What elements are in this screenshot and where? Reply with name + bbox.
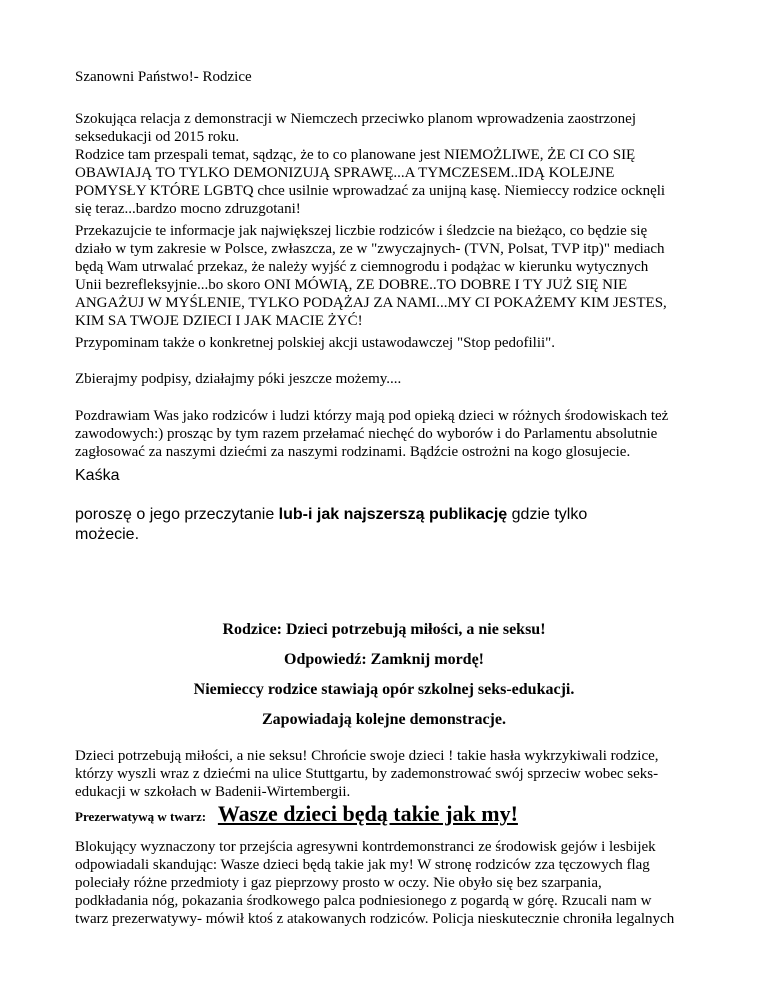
appeal-line: Przekazujcie te informacje jak największej liczbie rodziców i śledzcie na bieżąco, co będzie się: [75, 223, 648, 239]
intro-line: Szokująca relacja z demonstracji w Niemczech przeciwko planom wprowadzenia zaostrzonej: [75, 111, 636, 127]
article-body-paragraph: [75, 838, 695, 928]
request-text: poroszę o jego przeczytanie: [75, 506, 279, 523]
regards-line: Pozdrawiam Was jako rodziców i ludzi którzy mają pod opieką dzieci w różnych środowiskach też: [75, 408, 669, 424]
article-body-line: twarz prezerwatywy- mówił ktoś z atakowanych rodziców. Policja nieskutecznie chroniła legalnych: [75, 911, 675, 927]
headline-1: Rodzice: Dzieci potrzebują miłości, a nie seksu!: [222, 621, 546, 638]
collect-paragraph: Zbierajmy podpisy, działajmy póki jeszcze możemy....: [75, 371, 402, 387]
reminder-paragraph: Przypominam także o konkretnej polskiej akcji ustawodawczej "Stop pedofilii".: [75, 335, 556, 351]
request-text-end: gdzie tylko: [507, 506, 588, 523]
intro-line: się teraz...bardzo mocno zdruzgotani!: [75, 201, 301, 217]
regards-line: zawodowych:) prosząc by tym razem przełamać niechęć do wyborów i do Parlamentu absolutnie: [75, 426, 658, 442]
intro-line: OBAWIAJĄ TO TYLKO DEMONIZUJĄ SPRAWĘ...A TYMCZESEM..IDĄ KOLEJNE: [75, 165, 615, 181]
article-intro-paragraph: [75, 747, 695, 801]
headline-4: Zapowiadają kolejne demonstracje.: [262, 711, 506, 728]
appeal-line: będą Wam utrwalać przekaz, że należy wyjść z ciemnogrodu i podążac w kierunku wytycznych: [75, 259, 649, 275]
article-body-line: poleciały różne przedmioty i gaz pieprzowy prosto w oczy. Nie obyło się bez szarpania,: [75, 875, 602, 891]
appeal-line: Unii bezrefleksyjnie...bo skoro ONI MÓWIĄ, ZE DOBRE..TO DOBRE I TY JUŻ SIĘ NIE: [75, 277, 628, 293]
intro-paragraph: [75, 110, 695, 218]
appeal-paragraph: [75, 222, 695, 330]
article-body-line: podkładania nóg, pokazania środkowego palca podniesionego z pogardą w górę. Rzucali nam w: [75, 893, 652, 909]
regards-paragraph: [75, 407, 695, 461]
article-body-line: Blokujący wyznaczony tor przejścia agresywni kontrdemonstranci ze środowisk gejów i lesbijek: [75, 839, 656, 855]
subhead-large: Wasze dzieci będą takie jak my!: [217, 801, 518, 826]
article-subhead: [75, 801, 695, 826]
intro-line: POMYSŁY KTÓRE LGBTQ chce usilnie wprowadzać za unijną kasę. Niemieccy rodzice ocknęli: [75, 183, 666, 199]
appeal-line: działo w tym zakresie w Polsce, zwłaszcza, ze w "zwyczajnych- (TVN, Polsat, TVP itp)" mediach: [75, 241, 665, 257]
request-line-2: możecie.: [75, 526, 140, 543]
appeal-line: KIM SA TWOJE DZIECI I JAK MACIE ŻYĆ!: [75, 313, 363, 329]
request-bold-text: lub-i jak najszerszą publikację: [278, 506, 508, 523]
article-intro-line: Dzieci potrzebują miłości, a nie seksu! Chrońcie swoje dzieci ! takie hasła wykrzykiwali rodzice,: [75, 748, 659, 764]
article-body-line: odpowiadali skandując: Wasze dzieci będą takie jak my! W stronę rodziców zza tęczowych flag: [75, 857, 650, 873]
request-paragraph: [75, 505, 695, 545]
article-intro-line: edukacji w szkołach w Badenii-Wirtembergii.: [75, 784, 351, 800]
headline-3: Niemieccy rodzice stawiają opór szkolnej seks-edukacji.: [193, 681, 575, 698]
greeting: Szanowni Państwo!- Rodzice: [75, 69, 252, 85]
headline-2: Odpowiedź: Zamknij mordę!: [284, 651, 484, 668]
request-line: [75, 505, 695, 525]
signature: Kaśka: [75, 467, 120, 484]
subhead-small: Prezerwatywą w twarz:: [75, 809, 207, 824]
article-intro-line: którzy wyszli wraz z dziećmi na ulice Stuttgartu, by zademonstrować swój sprzeciw wobec seks-: [75, 766, 659, 782]
regards-line: zagłosować za naszymi dziećmi za naszymi rodzinami. Bądźcie ostrożni na kogo glosujecie.: [75, 444, 631, 460]
intro-line: seksedukacji od 2015 roku.: [75, 129, 240, 145]
intro-line: Rodzice tam przespali temat, sądząc, że to co planowane jest NIEMOŻLIWE, ŻE CI CO SIĘ: [75, 147, 636, 163]
appeal-line: ANGAŻUJ W MYŚLENIE, TYLKO PODĄŻAJ ZA NAMI...MY CI POKAŻEMY KIM JESTES,: [75, 295, 667, 311]
